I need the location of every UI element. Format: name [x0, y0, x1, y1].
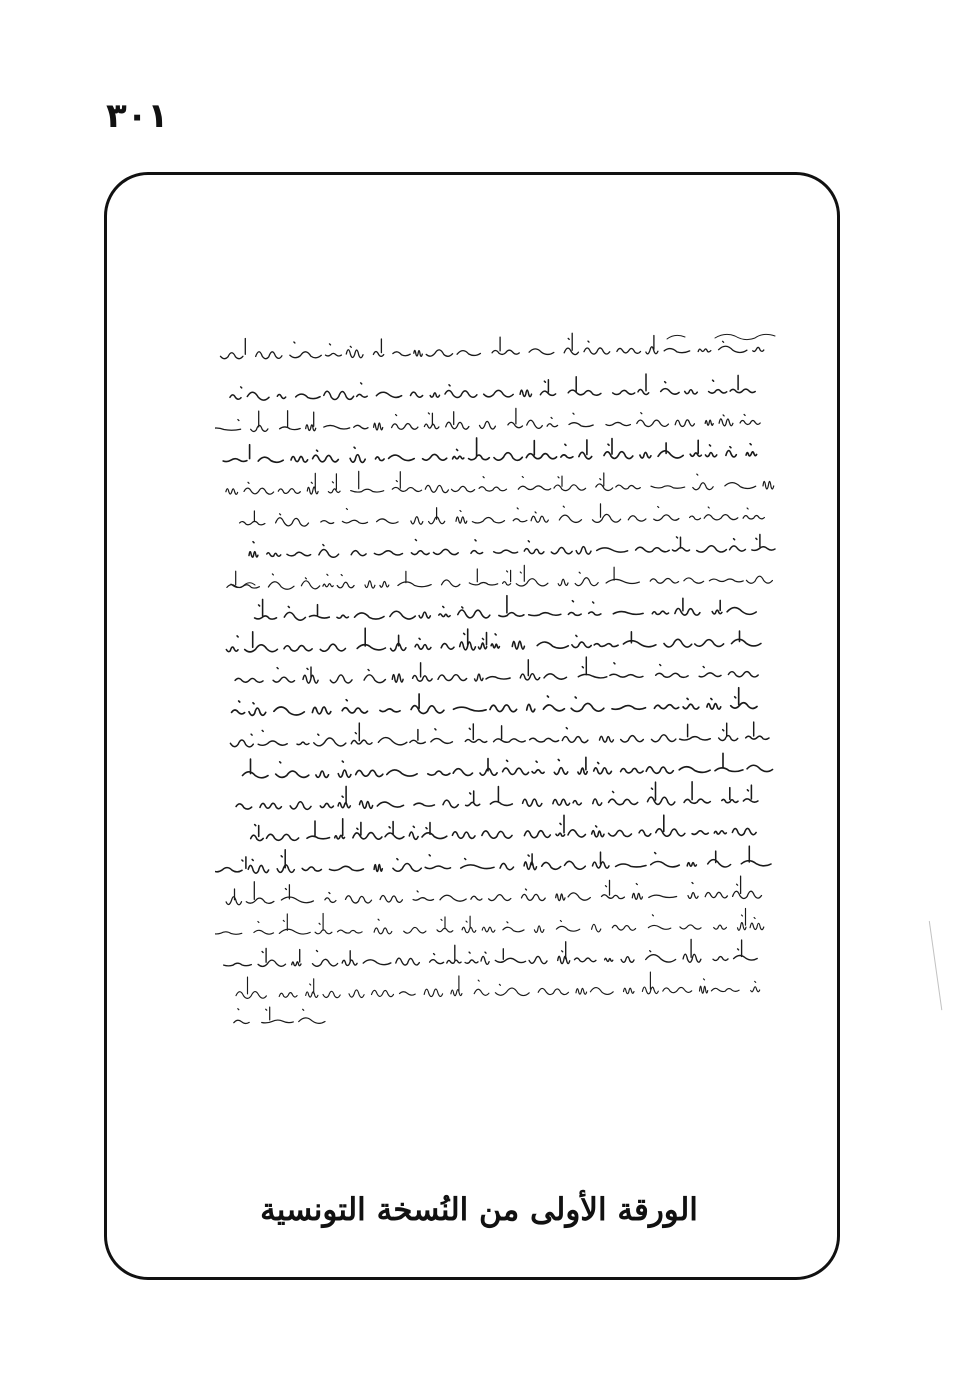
- manuscript-image: [215, 330, 795, 1060]
- manuscript-line: [232, 688, 757, 716]
- manuscript-line: [226, 876, 761, 905]
- manuscript-header-note: [667, 334, 775, 339]
- manuscript-line: [215, 909, 764, 935]
- manuscript-line: [255, 596, 757, 621]
- manuscript-line: [223, 438, 756, 463]
- page-caption: الورقة الأولى من النُسخة التونسية: [260, 1192, 698, 1228]
- manuscript-line: [221, 333, 764, 358]
- manuscript-line: [227, 565, 773, 589]
- manuscript-line: [235, 657, 758, 683]
- manuscript-line: [215, 846, 771, 873]
- manuscript-line: [240, 504, 765, 526]
- manuscript-line: [226, 628, 761, 652]
- manuscript-line: [224, 939, 758, 966]
- manuscript-line: [230, 722, 769, 747]
- margin-mark: [929, 920, 950, 1010]
- manuscript-line: [215, 408, 760, 431]
- manuscript-line: [243, 753, 773, 777]
- manuscript-line: [236, 782, 758, 810]
- manuscript-line: [249, 535, 775, 558]
- manuscript-line: [236, 972, 760, 998]
- manuscript-line: [226, 471, 774, 494]
- manuscript-line: [251, 815, 756, 840]
- manuscript-handwriting-icon: [215, 330, 795, 1060]
- manuscript-line: [230, 374, 755, 400]
- page-number: ٣٠١: [106, 96, 169, 136]
- manuscript-line: [234, 1007, 325, 1023]
